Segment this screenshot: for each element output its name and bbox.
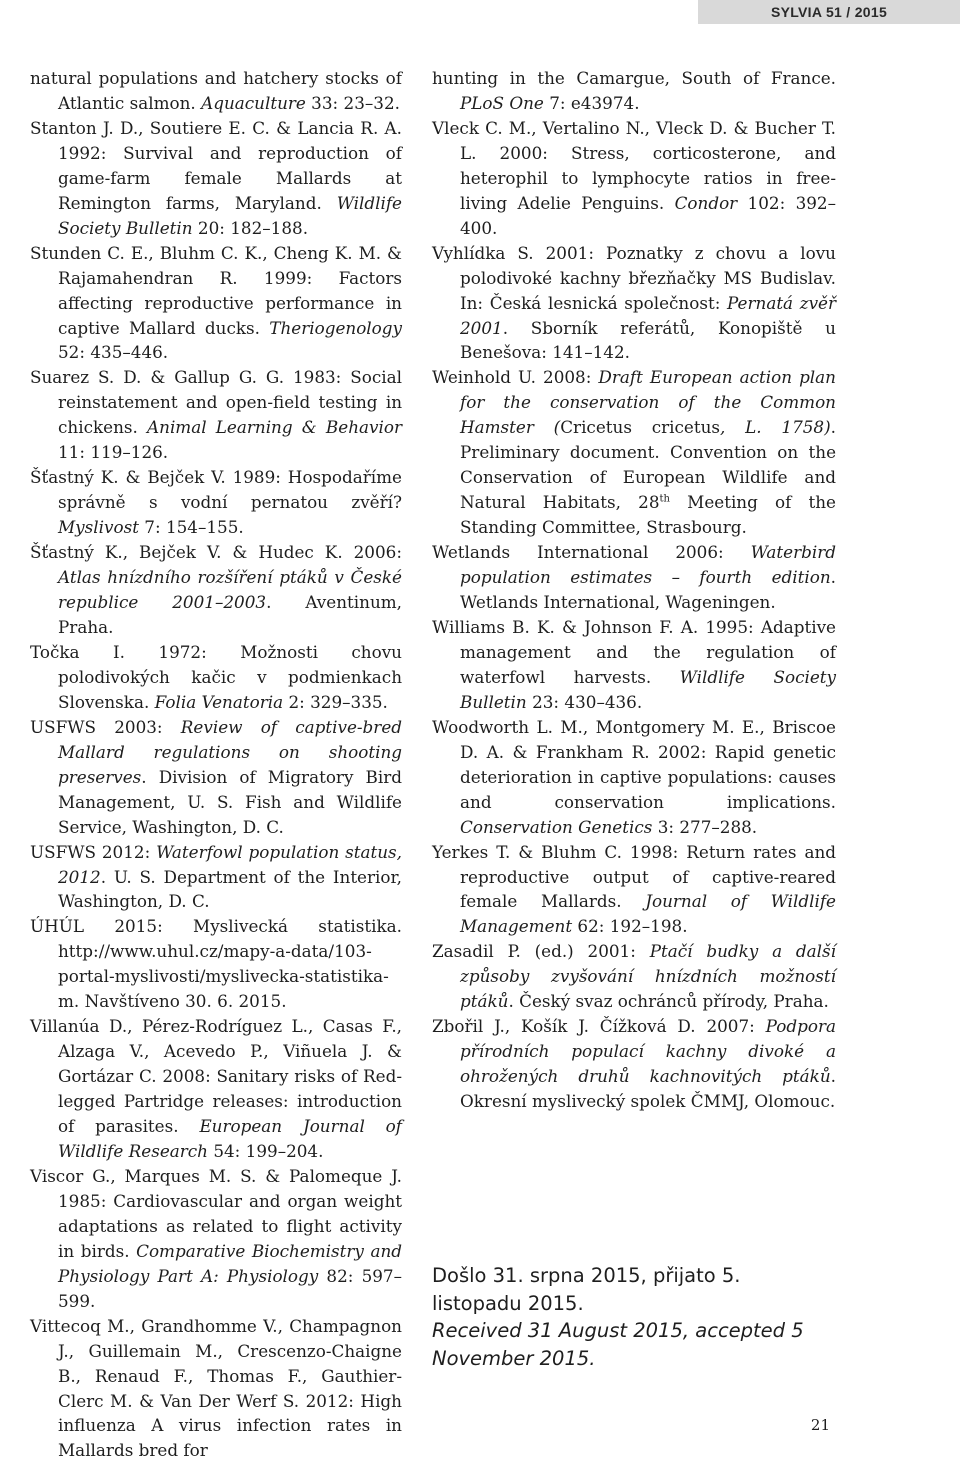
reference-text: Šťastný K., Bejček V. & Hudec K. 2006: bbox=[30, 542, 402, 563]
reference-text: USFWS 2012: bbox=[30, 841, 157, 862]
reference-entry bbox=[30, 1164, 402, 1314]
reference-text: ÚHÚL 2015: Myslivecká statistika. http://www.uhul.cz/mapy-a-data/103-portal-myslivosti/myslivecka-statistika-m. Navštíveno 30. 6. 2015. bbox=[30, 916, 402, 1012]
reference-text: . Division of Migratory Bird Management, U. S. Fish and Wildlife Service, Washington, D. C. bbox=[58, 766, 402, 837]
reference-italic-text: Conservation Genetics bbox=[460, 816, 653, 837]
reference-entry bbox=[432, 615, 836, 715]
reference-entry bbox=[30, 640, 402, 715]
reference-entry bbox=[432, 540, 836, 615]
reference-italic-text: Waterfowl population status, 2012 bbox=[58, 841, 402, 887]
reference-text: Vittecoq M., Grandhomme V., Champagnon J., Guillemain M., Crescenzo-Chaigne B., Renaud F., Thomas F., Gauthier-Clerc M. & Van Der Werf S. 2012: High influenza A virus infection rates in Mallards bred for bbox=[30, 1315, 402, 1461]
reference-text: hunting in the Camargue, South of France. bbox=[432, 68, 836, 88]
reference-entry bbox=[432, 241, 836, 366]
reference-text: Cricetus cricetus bbox=[560, 417, 720, 438]
reference-text: 11: 119–126. bbox=[58, 442, 169, 463]
reference-text: . U. S. Department of the Interior, Washington, D. C. bbox=[58, 866, 402, 912]
reference-italic-text: PLoS One bbox=[460, 92, 544, 113]
journal-header-text: SYLVIA 51 / 2015 bbox=[770, 4, 888, 20]
reference-entry bbox=[30, 241, 402, 366]
reference-text: Yerkes T. & Bluhm C. 1998: Return rates and reproductive output of captive-reared female Mallards. bbox=[432, 841, 836, 912]
reference-entry bbox=[30, 116, 402, 241]
reference-entry bbox=[432, 116, 836, 241]
reference-italic-text: Myslivost bbox=[58, 517, 139, 538]
reference-text: Zasadil P. (ed.) 2001: bbox=[432, 941, 650, 962]
reference-italic-text: Journal of Wildlife Management bbox=[460, 891, 836, 937]
reference-italic-text: Animal Learning & Behavior bbox=[147, 417, 402, 438]
reference-text: 2: 329–335. bbox=[283, 691, 388, 712]
reference-text: Zbořil J., Košík J. Čížková D. 2007: bbox=[432, 1016, 766, 1037]
reference-entry bbox=[30, 914, 402, 1014]
reference-text: Villanúa D., Pérez-Rodríguez L., Casas F., Alzaga V., Acevedo P., Viñuela J. & Gortázar C. 2008: Sanitary risks of Red-legged Partridge releases: introduction of parasites. bbox=[30, 1016, 402, 1137]
journal-header-badge bbox=[698, 0, 960, 24]
reference-italic-text: Folia Venatoria bbox=[154, 691, 284, 712]
reference-entry bbox=[432, 1014, 836, 1114]
reference-italic-text: Waterbird population estimates – fourth edition bbox=[460, 542, 836, 588]
references-column-right bbox=[432, 66, 836, 1114]
reference-entry bbox=[30, 465, 402, 540]
reference-entry bbox=[30, 715, 402, 840]
reference-italic-text: Draft European action plan for the conservation of the Common Hamster ( bbox=[460, 367, 836, 438]
reference-text: Stunden C. E., Bluhm C. K., Cheng K. M. & Rajamahendran R. 1999: Factors affecting reproductive performance in captive Mallard ducks. bbox=[30, 242, 402, 338]
reference-entry bbox=[30, 66, 402, 116]
reference-italic-text: Ptačí budky a další způsoby zvyšování hnízdních možností ptáků bbox=[460, 941, 836, 1012]
reference-text: 62: 192–198. bbox=[572, 916, 688, 937]
reference-text: . Okresní myslivecký spolek ČMMJ, Olomouc. bbox=[460, 1066, 836, 1112]
reference-text: Meeting of the Standing Committee, Strasbourg. bbox=[460, 492, 836, 538]
reference-text: 82: 597–599. bbox=[58, 1265, 402, 1311]
reference-entry bbox=[30, 540, 402, 640]
reference-text: 3: 277–288. bbox=[652, 816, 758, 837]
reference-text: 52: 435–446. bbox=[58, 342, 169, 363]
reference-italic-text: European Journal of Wildlife Research bbox=[58, 1116, 402, 1161]
reference-text: Williams B. K. & Johnson F. A. 1995: Adaptive management and the regulation of waterfowl harvests. bbox=[432, 616, 836, 687]
reference-text: . Preliminary document. Convention on the Conservation of European Wildlife and Natural Habitats, 28 bbox=[460, 417, 836, 513]
received-note-english: Received 31 August 2015, accepted 5 November 2015. bbox=[432, 1319, 804, 1370]
reference-italic-text: Condor bbox=[674, 192, 738, 213]
reference-italic-text: Podpora přírodních populací kachny divoké a ohrožených druhů kachnovitých ptáků bbox=[460, 1016, 836, 1087]
page-number: 21 bbox=[810, 1416, 830, 1434]
reference-text: 20: 182–188. bbox=[192, 217, 309, 238]
reference-entry bbox=[30, 840, 402, 915]
reference-text: . Wetlands International, Wageningen. bbox=[460, 567, 836, 613]
reference-entry bbox=[30, 365, 402, 465]
reference-text: Suarez S. D. & Gallup G. G. 1983: Social reinstatement and open-field testing in chickens. bbox=[30, 367, 402, 438]
reference-text: 7: e43974. bbox=[543, 92, 640, 113]
reference-italic-text: Wildlife Society Bulletin bbox=[460, 666, 836, 712]
reference-italic-text: , L. 1758) bbox=[720, 417, 831, 438]
references-column-left bbox=[30, 66, 402, 1463]
reference-text: Woodworth L. M., Montgomery M. E., Briscoe D. A. & Frankham R. 2002: Rapid genetic deterioration in captive populations: causes and conservation implications. bbox=[432, 716, 836, 812]
reference-entry bbox=[432, 840, 836, 940]
reference-italic-text: Atlas hnízdního rozšíření ptáků v České republice 2001–2003 bbox=[58, 567, 402, 613]
reference-text: 7: 154–155. bbox=[138, 517, 244, 538]
reference-text: Stanton J. D., Soutiere E. C. & Lancia R. A. 1992: Survival and reproduction of game-farm female Mallards at Remington farms, Maryland. bbox=[30, 117, 402, 213]
reference-text: . Aventinum, Praha. bbox=[58, 592, 402, 637]
reference-italic-text: Aquaculture bbox=[201, 92, 306, 113]
reference-text: Točka I. 1972: Možnosti chovu polodivokých kačic v podmienkach Slovenska. bbox=[30, 641, 402, 712]
reference-italic-text: Review of captive-bred Mallard regulations on shooting preserves bbox=[58, 716, 402, 787]
reference-text: 33: 23–32. bbox=[305, 92, 400, 113]
reference-text: Šťastný K. & Bejček V. 1989: Hospodaříme správně s vodní pernatou zvěří? bbox=[30, 467, 402, 513]
reference-entry bbox=[432, 715, 836, 840]
reference-text: Weinhold U. 2008: bbox=[432, 367, 599, 388]
reference-italic-text: Pernatá zvěř 2001 bbox=[460, 292, 836, 338]
reference-entry bbox=[432, 365, 836, 540]
received-note-czech: Došlo 31. srpna 2015, přijato 5. listopadu 2015. bbox=[432, 1264, 741, 1315]
reference-text: 54: 199–204. bbox=[207, 1140, 324, 1161]
reference-text: Viscor G., Marques M. S. & Palomeque J. 1985: Cardiovascular and organ weight adaptations as related to flight activity in birds. bbox=[30, 1165, 402, 1261]
reference-italic-text: Theriogenology bbox=[269, 317, 402, 338]
reference-entry bbox=[432, 66, 836, 116]
received-note bbox=[432, 1262, 832, 1372]
reference-entry bbox=[432, 939, 836, 1014]
reference-text: Vleck C. M., Vertalino N., Vleck D. & Bucher T. L. 2000: Stress, corticosterone, and heterophil to lymphocyte ratios in free-living Adelie Penguins. bbox=[432, 117, 836, 213]
reference-text: 102: 392–400. bbox=[460, 192, 836, 238]
reference-entry bbox=[30, 1014, 402, 1164]
reference-text: Wetlands International 2006: bbox=[432, 542, 751, 563]
reference-text: 23: 430–436. bbox=[526, 691, 643, 712]
reference-italic-text: Wildlife Society Bulletin bbox=[58, 192, 402, 238]
reference-entry bbox=[30, 1314, 402, 1463]
reference-text: USFWS 2003: bbox=[30, 716, 181, 737]
reference-text: natural populations and hatchery stocks of Atlantic salmon. bbox=[30, 68, 402, 113]
reference-text: . Český svaz ochránců přírody, Praha. bbox=[508, 991, 829, 1012]
reference-text: Vyhlídka S. 2001: Poznatky z chovu a lovu polodivoké kachny březňačky MS Budislav. In: Česká lesnická společnost: bbox=[432, 242, 836, 313]
reference-text: . Sborník referátů, Konopiště u Benešova: 141–142. bbox=[460, 317, 836, 363]
reference-italic-text: Comparative Biochemistry and Physiology Part A: Physiology bbox=[58, 1240, 402, 1286]
reference-superscript: th bbox=[659, 493, 670, 505]
